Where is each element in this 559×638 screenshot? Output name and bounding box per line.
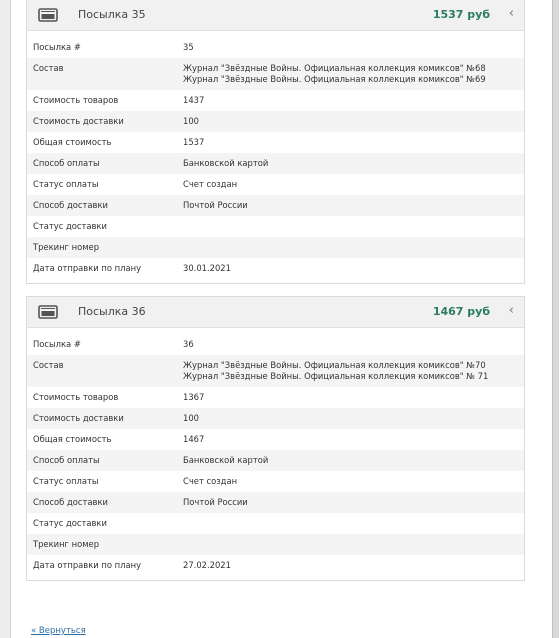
row-label: Статус доставки	[33, 221, 107, 231]
row-value: Почтой России	[183, 497, 248, 507]
row-value: 1437	[183, 95, 205, 105]
row-label: Трекинг номер	[33, 242, 100, 252]
row-label: Посылка #	[33, 42, 81, 52]
row-value: 100	[183, 413, 199, 423]
row-value: 100	[183, 116, 199, 126]
package-icon	[38, 8, 58, 22]
parcel-title: Посылка 36	[78, 305, 146, 318]
parcel-card-36	[26, 296, 525, 581]
table-row	[27, 355, 524, 387]
table-row	[27, 258, 524, 279]
row-label: Способ оплаты	[33, 158, 100, 168]
row-label: Состав	[33, 63, 64, 73]
row-label: Стоимость доставки	[33, 413, 124, 423]
row-label: Способ доставки	[33, 200, 108, 210]
parcel-card-35	[26, 0, 525, 284]
window-left-border	[0, 0, 10, 638]
row-value: 1367	[183, 392, 205, 402]
parcel-price: 1537 руб	[432, 8, 490, 21]
row-label: Дата отправки по плану	[33, 263, 142, 273]
table-row	[27, 492, 524, 513]
window-left-edge	[10, 0, 11, 638]
table-row	[27, 450, 524, 471]
table-row	[27, 408, 524, 429]
row-label: Способ доставки	[33, 497, 108, 507]
parcel-header[interactable]	[27, 297, 524, 328]
table-row	[27, 387, 524, 408]
table-row	[27, 58, 524, 90]
row-value: 27.02.2021	[183, 560, 231, 570]
row-label: Статус доставки	[33, 518, 107, 528]
row-value: Счет создан	[183, 476, 238, 486]
row-value: 36	[183, 339, 194, 349]
table-row	[27, 37, 524, 58]
row-label: Стоимость товаров	[33, 95, 119, 105]
table-row	[27, 429, 524, 450]
row-value: Счет создан	[183, 179, 238, 189]
row-value: Журнал "Звёздные Войны. Официальная коллекция комиксов" №70 Журнал "Звёздные Войны. Официальная коллекция комиксов" № 71	[183, 360, 489, 381]
package-icon	[38, 305, 58, 319]
table-row	[27, 534, 524, 555]
table-row	[27, 471, 524, 492]
table-row	[27, 90, 524, 111]
row-label: Общая стоимость	[33, 137, 112, 147]
row-label: Посылка #	[33, 339, 81, 349]
row-label: Статус оплаты	[33, 179, 99, 189]
row-value: 35	[183, 42, 194, 52]
parcel-details-table	[27, 31, 524, 283]
row-label: Статус оплаты	[33, 476, 99, 486]
table-row	[27, 555, 524, 576]
row-value: Банковской картой	[183, 158, 269, 168]
chevron-left-icon[interactable]: ‹	[508, 303, 514, 318]
chevron-left-icon[interactable]: ‹	[508, 6, 514, 21]
row-value: Почтой России	[183, 200, 248, 210]
table-row	[27, 132, 524, 153]
row-label: Способ оплаты	[33, 455, 100, 465]
scrollbar-edge	[552, 0, 553, 638]
parcel-title: Посылка 35	[78, 8, 146, 21]
table-row	[27, 174, 524, 195]
row-value: 30.01.2021	[183, 263, 231, 273]
row-label: Трекинг номер	[33, 539, 100, 549]
row-value: 1537	[183, 137, 205, 147]
row-value: Журнал "Звёздные Войны. Официальная коллекция комиксов" №68 Журнал "Звёздные Войны. Официальная коллекция комиксов" №69	[183, 63, 486, 84]
parcel-price: 1467 руб	[432, 305, 490, 318]
table-row	[27, 195, 524, 216]
row-label: Дата отправки по плану	[33, 560, 142, 570]
table-row	[27, 153, 524, 174]
scrollbar-track[interactable]	[553, 0, 559, 638]
row-label: Общая стоимость	[33, 434, 112, 444]
row-value: 1467	[183, 434, 205, 444]
row-value: Банковской картой	[183, 455, 269, 465]
back-link[interactable]: « Вернуться	[31, 626, 86, 636]
parcel-details-table	[27, 328, 524, 580]
row-label: Стоимость товаров	[33, 392, 119, 402]
table-row	[27, 216, 524, 237]
table-row	[27, 237, 524, 258]
row-label: Стоимость доставки	[33, 116, 124, 126]
table-row	[27, 111, 524, 132]
table-row	[27, 334, 524, 355]
table-row	[27, 513, 524, 534]
row-label: Состав	[33, 360, 64, 370]
parcel-header[interactable]	[27, 0, 524, 31]
